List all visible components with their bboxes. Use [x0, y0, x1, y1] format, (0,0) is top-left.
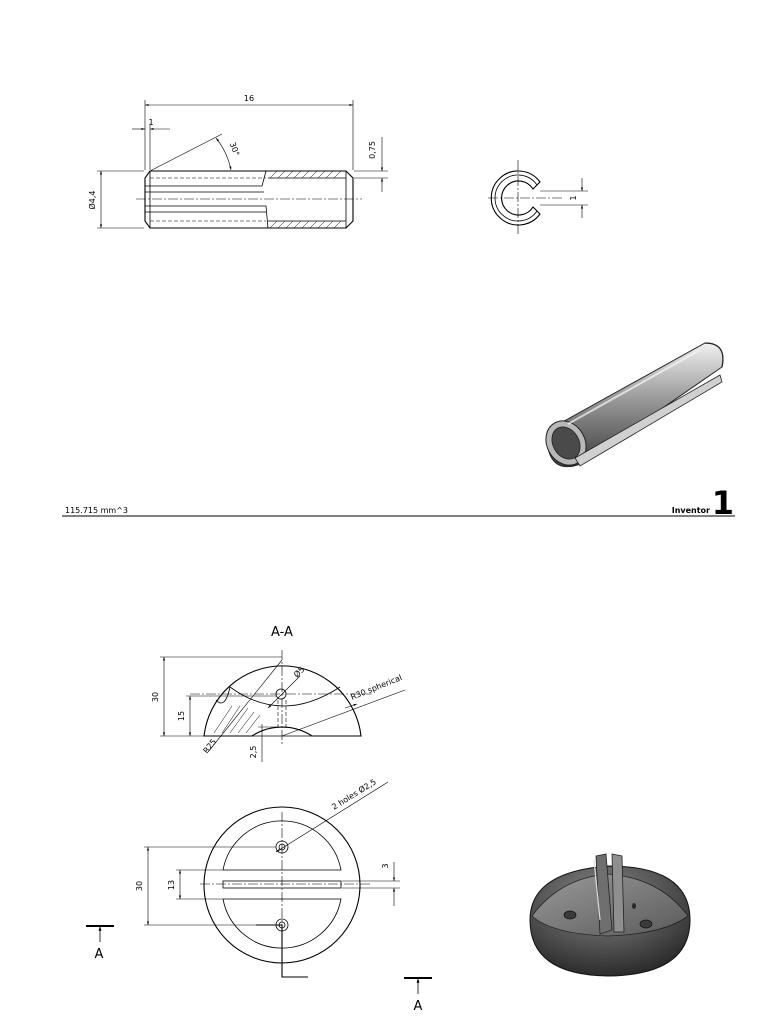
title-block-1: [62, 484, 735, 522]
pin-3d-render: [538, 343, 723, 472]
section-marker-right: [404, 978, 432, 1014]
section-view: [151, 625, 405, 762]
dim-wall: 0,75: [368, 141, 377, 159]
dim-mid-height: 15: [177, 710, 186, 722]
dim-sphere: R30 spherical: [349, 673, 404, 702]
pin-end-view: [488, 160, 588, 236]
dim-depth: 2,5: [249, 745, 258, 759]
section-mark-a-right: A: [413, 999, 423, 1014]
dim-angle: 30°: [227, 140, 242, 158]
dome-3d-render: [530, 854, 690, 976]
section-title: A-A: [271, 625, 293, 640]
dim-slot-width: 3: [381, 863, 390, 869]
volume-label: 115.715 mm^3: [65, 506, 129, 515]
dim-chamfer: 1: [148, 118, 154, 127]
dim-height: 30: [151, 691, 160, 703]
dim-slot-span: 13: [167, 879, 176, 891]
section-mark-a-left: A: [94, 947, 104, 962]
sheet-number: 1: [711, 484, 734, 522]
dim-holes: 2 holes Ø2,5: [330, 777, 378, 812]
top-view: [135, 776, 400, 977]
dim-inner-radius: R25: [201, 737, 219, 756]
dim-length: 16: [243, 94, 255, 103]
dim-slot: 1: [569, 195, 578, 201]
section-marker-left: [86, 926, 114, 962]
pin-front-view: [87, 94, 388, 228]
dim-top-height: 30: [135, 880, 144, 892]
dim-hole-small: Ø5: [292, 664, 307, 680]
brand-label: Inventor: [671, 506, 710, 515]
dim-diameter: Ø4,4: [88, 190, 97, 210]
